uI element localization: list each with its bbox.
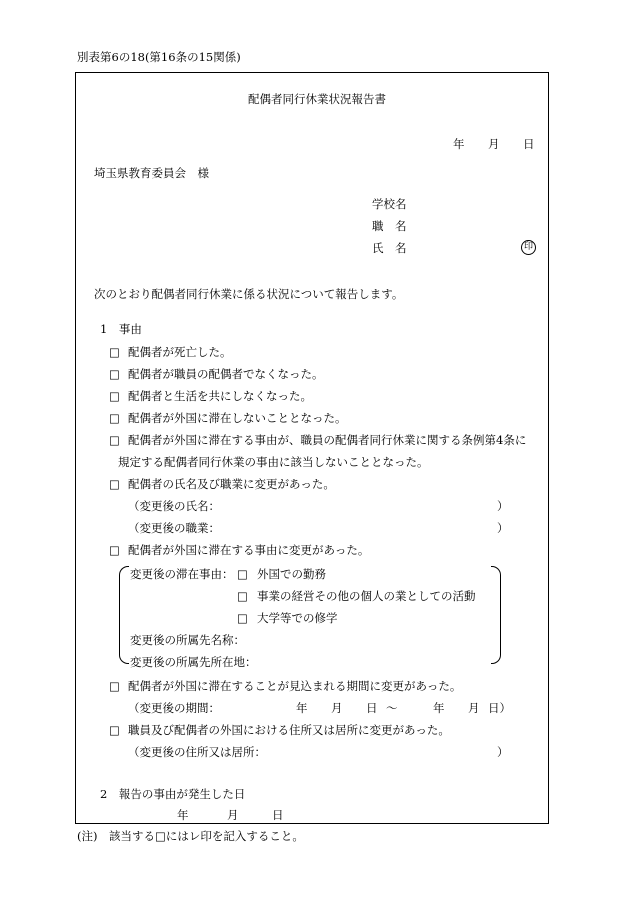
org-name-field: 変更後の所属先名称： <box>130 633 245 647</box>
close-paren: ） <box>497 499 509 513</box>
item-label: 配偶者が外国に滞在する事由が、職員の配偶者同行休業に関する条例第4条に <box>128 433 527 447</box>
reason-option: 事業の経営その他の個人の業としての活動 <box>257 589 476 603</box>
form-title: 配偶者同行休業状況報告書 <box>248 92 386 106</box>
item-label: 配偶者が外国に滞在しないこととなった。 <box>128 411 347 425</box>
checkbox[interactable]: □ <box>109 433 120 447</box>
item-label: 配偶者が死亡した。 <box>128 345 232 359</box>
checkbox[interactable]: □ <box>237 567 248 581</box>
reason-option: 大学等での修学 <box>257 611 338 625</box>
period-day-end: 日） <box>488 701 511 715</box>
checkbox[interactable]: □ <box>109 389 120 403</box>
occurrence-year: 年 <box>177 808 189 822</box>
checkbox[interactable]: □ <box>109 723 120 737</box>
close-paren: ） <box>497 521 509 535</box>
checkbox[interactable]: □ <box>109 679 120 693</box>
item-label: 配偶者の氏名及び職業に変更があった。 <box>128 477 335 491</box>
period-label: （変更後の期間： <box>128 701 220 715</box>
date-month: 月 <box>488 137 500 151</box>
checkbox[interactable]: □ <box>237 611 248 625</box>
item-label: 配偶者が外国に滞在する事由に変更があった。 <box>128 543 370 557</box>
item-label: 配偶者が職員の配偶者でなくなった。 <box>128 367 324 381</box>
reason-option: 外国での勤務 <box>257 567 326 581</box>
org-address-field: 変更後の所属先所在地： <box>130 655 257 669</box>
period-tilde: ～ <box>386 701 398 715</box>
name-label: 氏 名 <box>372 241 407 255</box>
right-bracket <box>491 566 501 664</box>
period-year-end: 年 <box>433 701 445 715</box>
close-paren: ） <box>497 745 509 759</box>
occurrence-month: 月 <box>227 808 239 822</box>
intro-text: 次のとおり配偶者同行休業に係る状況について報告します。 <box>94 287 404 301</box>
item-label-continued: 規定する配偶者同行休業の事由に該当しないこととなった。 <box>118 455 429 469</box>
seal-mark: 印 <box>521 240 536 255</box>
position-label: 職 名 <box>372 219 407 233</box>
period-year: 年 <box>296 701 308 715</box>
item-label: 職員及び配偶者の外国における住所又は居所に変更があった。 <box>128 723 450 737</box>
item-label: 配偶者と生活を共にしなくなった。 <box>128 389 312 403</box>
date-year: 年 <box>453 137 465 151</box>
new-job-field: （変更後の職業： <box>128 521 220 535</box>
period-day: 日 <box>366 701 378 715</box>
reason-label: 変更後の滞在事由： <box>130 567 234 581</box>
section2-heading: 2 報告の事由が発生した日 <box>100 787 246 801</box>
left-bracket <box>119 566 129 664</box>
school-label: 学校名 <box>372 197 407 211</box>
checkbox[interactable]: □ <box>237 589 248 603</box>
item-label: 配偶者が外国に滞在することが見込まれる期間に変更があった。 <box>128 679 462 693</box>
occurrence-day: 日 <box>272 808 284 822</box>
addressee: 埼玉県教育委員会 様 <box>94 166 209 180</box>
section1-heading: 1 事由 <box>100 322 142 336</box>
checkbox[interactable]: □ <box>109 543 120 557</box>
checkbox[interactable]: □ <box>109 367 120 381</box>
period-month: 月 <box>331 701 343 715</box>
new-address-field: （変更後の住所又は居所： <box>128 745 266 759</box>
checkbox[interactable]: □ <box>109 477 120 491</box>
date-day: 日 <box>523 137 535 151</box>
footnote: (注) 該当する□にはレ印を記入すること。 <box>77 829 304 843</box>
checkbox[interactable]: □ <box>109 411 120 425</box>
period-month-end: 月 <box>468 701 480 715</box>
new-name-field: （変更後の氏名： <box>128 499 220 513</box>
form-reference: 別表第6の18(第16条の15関係) <box>77 50 241 64</box>
checkbox[interactable]: □ <box>109 345 120 359</box>
